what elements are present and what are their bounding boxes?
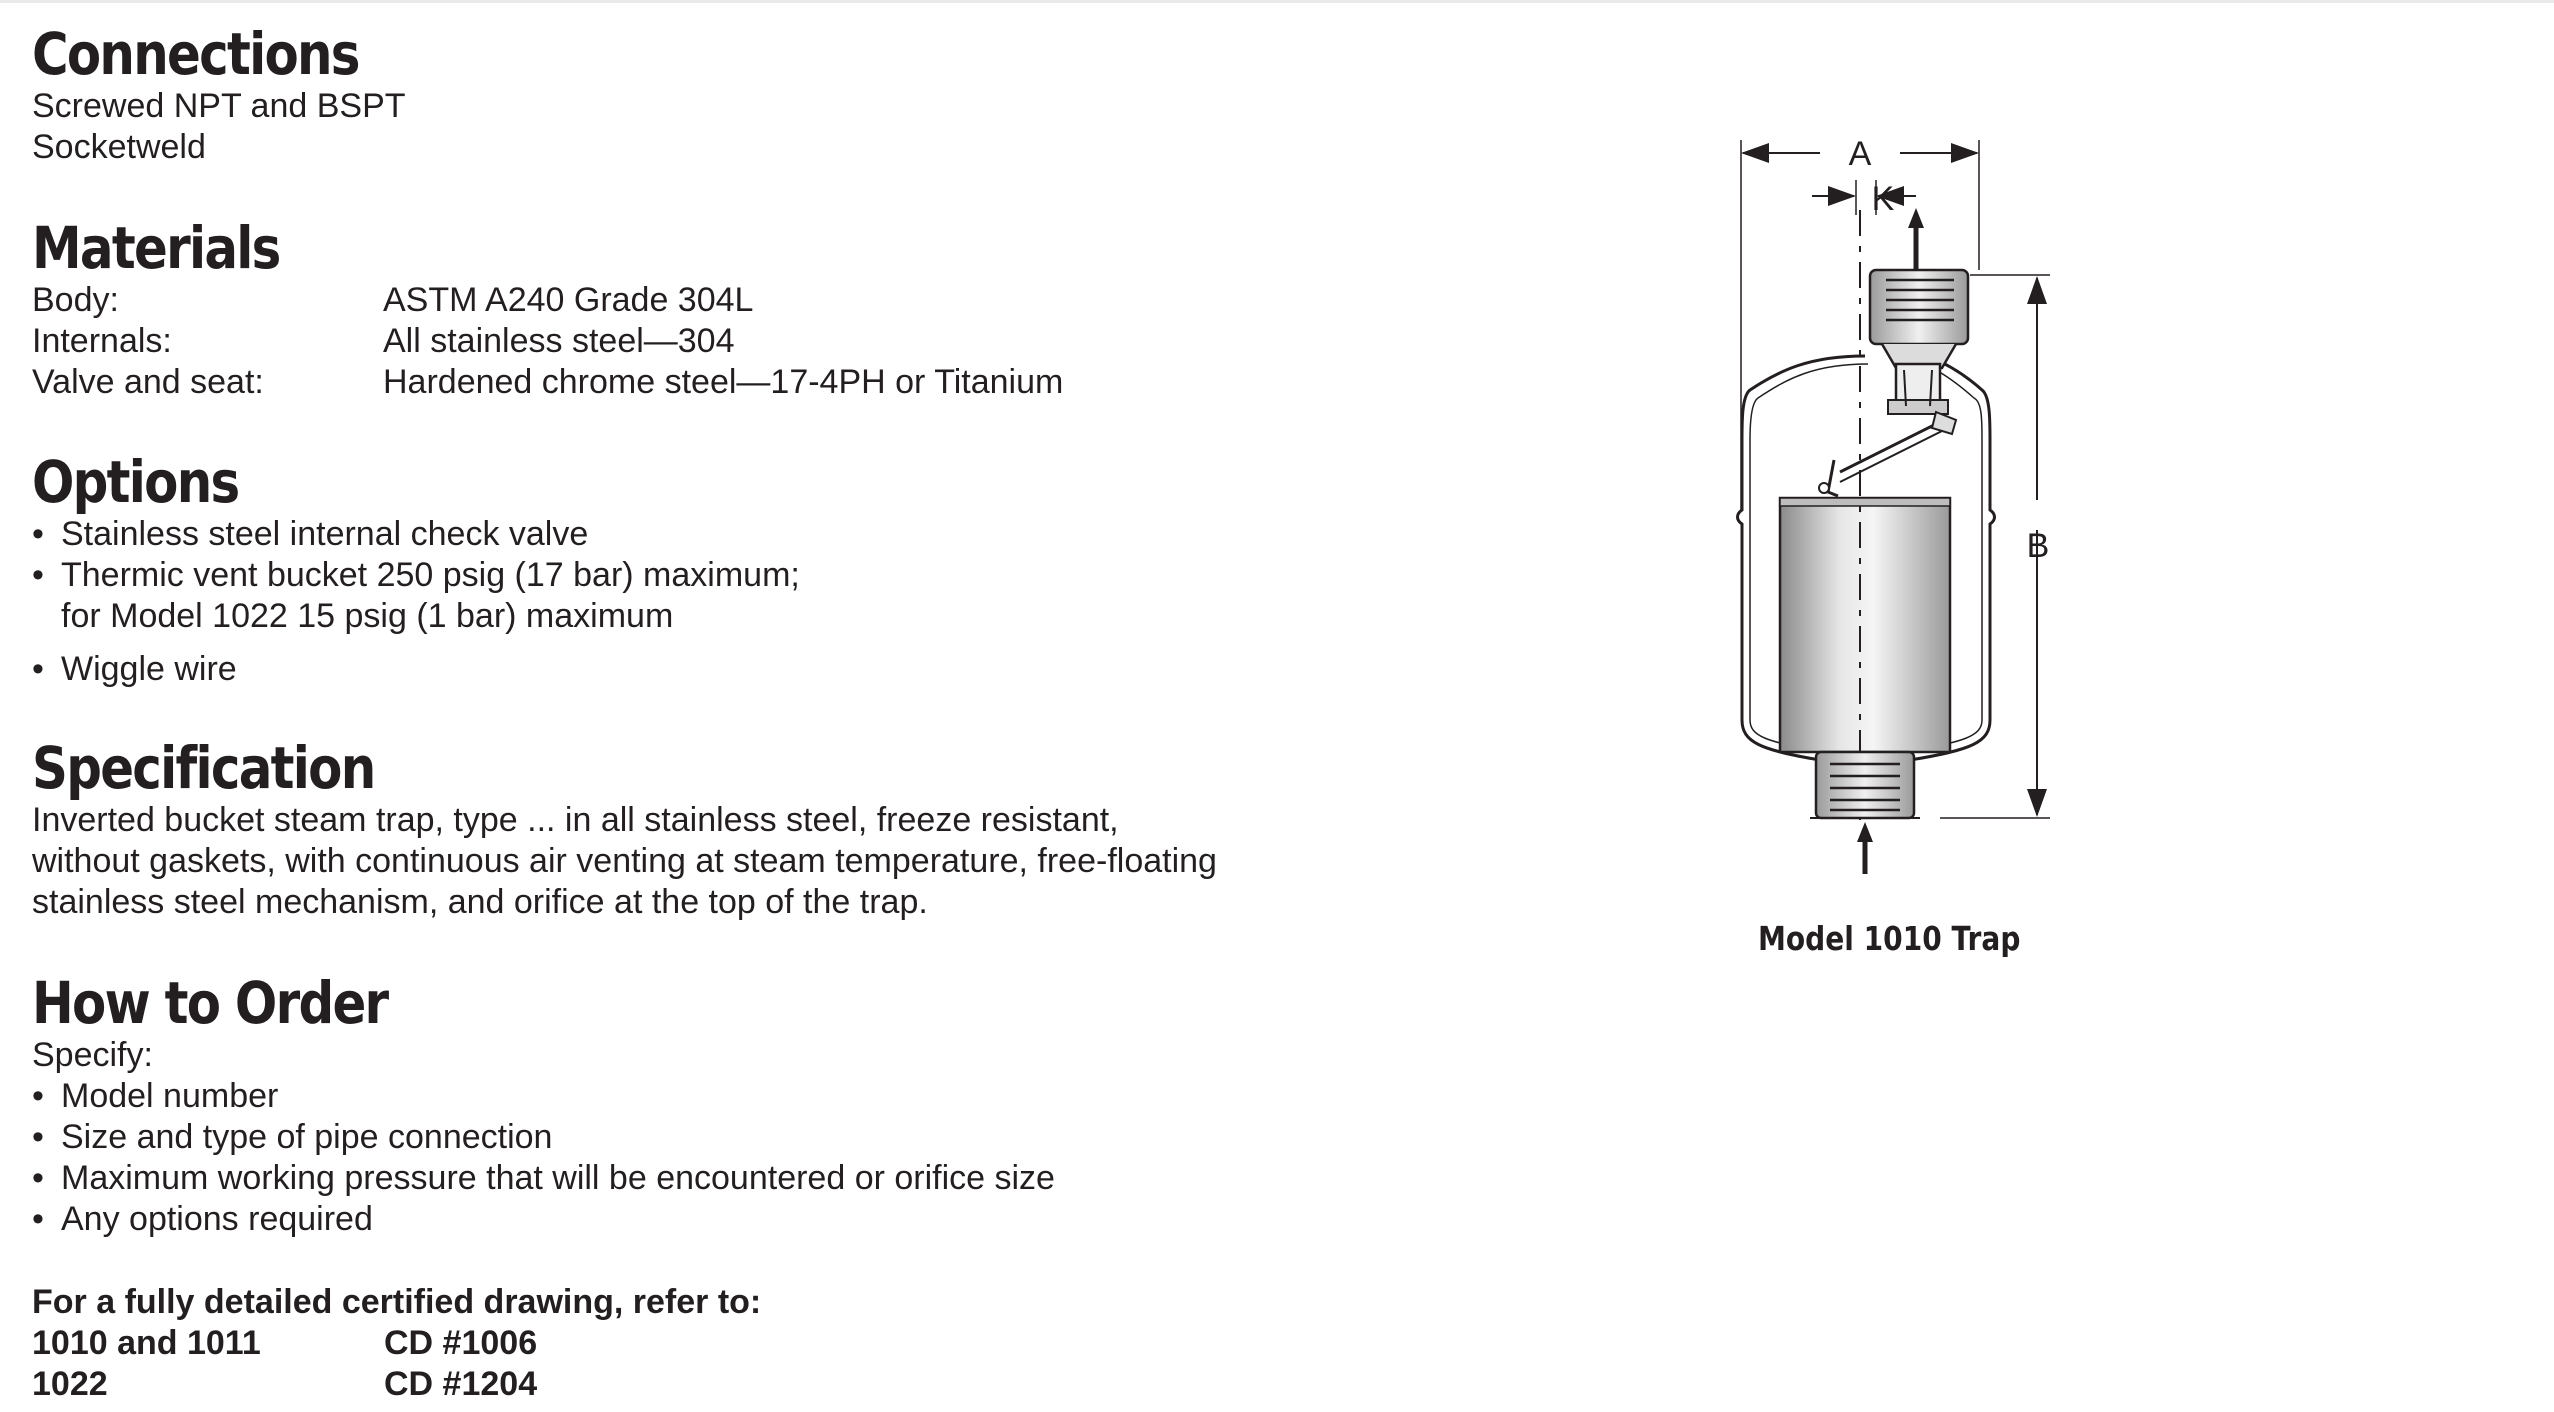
- material-label: Body:: [32, 281, 119, 319]
- options-list: [32, 514, 800, 690]
- options-heading: Options: [32, 448, 239, 516]
- certified-drawing-section: [32, 1282, 761, 1405]
- bullet: •: [32, 1159, 44, 1197]
- order-item-text: Size and type of pipe connection: [61, 1118, 553, 1156]
- option-text: Wiggle wire: [61, 650, 237, 688]
- outlet-flow-arrow-icon: [1908, 208, 1924, 270]
- bullet: •: [32, 556, 44, 594]
- inlet-fitting: [1810, 752, 1920, 818]
- materials-heading: Materials: [32, 214, 280, 282]
- order-item-text: Any options required: [61, 1200, 373, 1238]
- trap-drawing: [1700, 120, 2100, 880]
- dimension-a-label: A: [1848, 135, 1872, 173]
- list-item: [32, 1199, 1055, 1240]
- dimension-b-label: B: [2026, 527, 2050, 565]
- drawing-number: CD #1006: [384, 1324, 538, 1362]
- order-item-text: Maximum working pressure that will be encountered or orifice size: [61, 1159, 1055, 1197]
- material-value: ASTM A240 Grade 304L: [383, 281, 754, 319]
- specification-text: without gaskets, with continuous air venting at steam temperature, free-floating: [32, 842, 1217, 880]
- material-row: [32, 280, 1063, 321]
- order-item-text: Model number: [61, 1077, 279, 1115]
- options-section: [32, 450, 800, 690]
- drawing-model: 1010 and 1011: [32, 1324, 261, 1362]
- specification-heading: Specification: [32, 734, 375, 802]
- dimension-b: [1940, 275, 2050, 818]
- specification-text: stainless steel mechanism, and orifice at the top of the trap.: [32, 883, 928, 921]
- figure-caption: Model 1010 Trap: [1758, 919, 2021, 958]
- top-divider: [0, 0, 2554, 3]
- dimension-k-label: K: [1871, 180, 1895, 218]
- option-text: Thermic vent bucket 250 psig (17 bar) maximum;: [61, 556, 800, 594]
- inverted-bucket: [1780, 498, 1950, 752]
- bullet: •: [32, 650, 44, 688]
- connection-type: Socketweld: [32, 128, 206, 166]
- material-value: All stainless steel—304: [383, 322, 735, 360]
- bullet: •: [32, 1118, 44, 1156]
- drawing-model: 1022: [32, 1365, 108, 1403]
- drawing-row: [32, 1323, 761, 1364]
- drawing-number: CD #1204: [384, 1365, 538, 1403]
- bullet: •: [32, 515, 44, 553]
- material-row: [32, 362, 1063, 403]
- material-label: Internals:: [32, 322, 172, 360]
- material-label: Valve and seat:: [32, 363, 264, 401]
- bullet: •: [32, 1077, 44, 1115]
- materials-section: [32, 216, 1063, 403]
- list-item: [32, 649, 800, 690]
- material-row: [32, 321, 1063, 362]
- inlet-flow-arrow-icon: [1857, 822, 1873, 874]
- bullet: •: [32, 1200, 44, 1238]
- lever-mechanism: [1819, 412, 1956, 496]
- certified-drawing-title: For a fully detailed certified drawing, refer to:: [32, 1283, 762, 1321]
- order-list: [32, 1076, 1055, 1240]
- list-item: [32, 1076, 1055, 1117]
- list-item: [32, 1117, 1055, 1158]
- connections-section: [32, 22, 412, 168]
- list-item: [32, 514, 800, 555]
- outlet-fitting: [1870, 270, 1968, 414]
- material-value: Hardened chrome steel—17-4PH or Titanium: [383, 363, 1064, 401]
- specification-section: [32, 736, 1217, 923]
- how-to-order-section: [32, 971, 1055, 1240]
- dimension-k: [1812, 180, 1916, 218]
- trap-cross-section-figure: [1700, 120, 2100, 880]
- connections-heading: Connections: [32, 20, 359, 88]
- option-text-continuation: for Model 1022 15 psig (1 bar) maximum: [61, 597, 674, 635]
- drawing-row: [32, 1364, 761, 1405]
- order-intro: Specify:: [32, 1036, 153, 1074]
- option-text: Stainless steel internal check valve: [61, 515, 589, 553]
- how-to-order-heading: How to Order: [32, 969, 388, 1037]
- specification-text: Inverted bucket steam trap, type ... in all stainless steel, freeze resistant,: [32, 801, 1119, 839]
- connection-type: Screwed NPT and BSPT: [32, 87, 406, 125]
- list-item: [32, 1158, 1055, 1199]
- list-item: [32, 555, 800, 637]
